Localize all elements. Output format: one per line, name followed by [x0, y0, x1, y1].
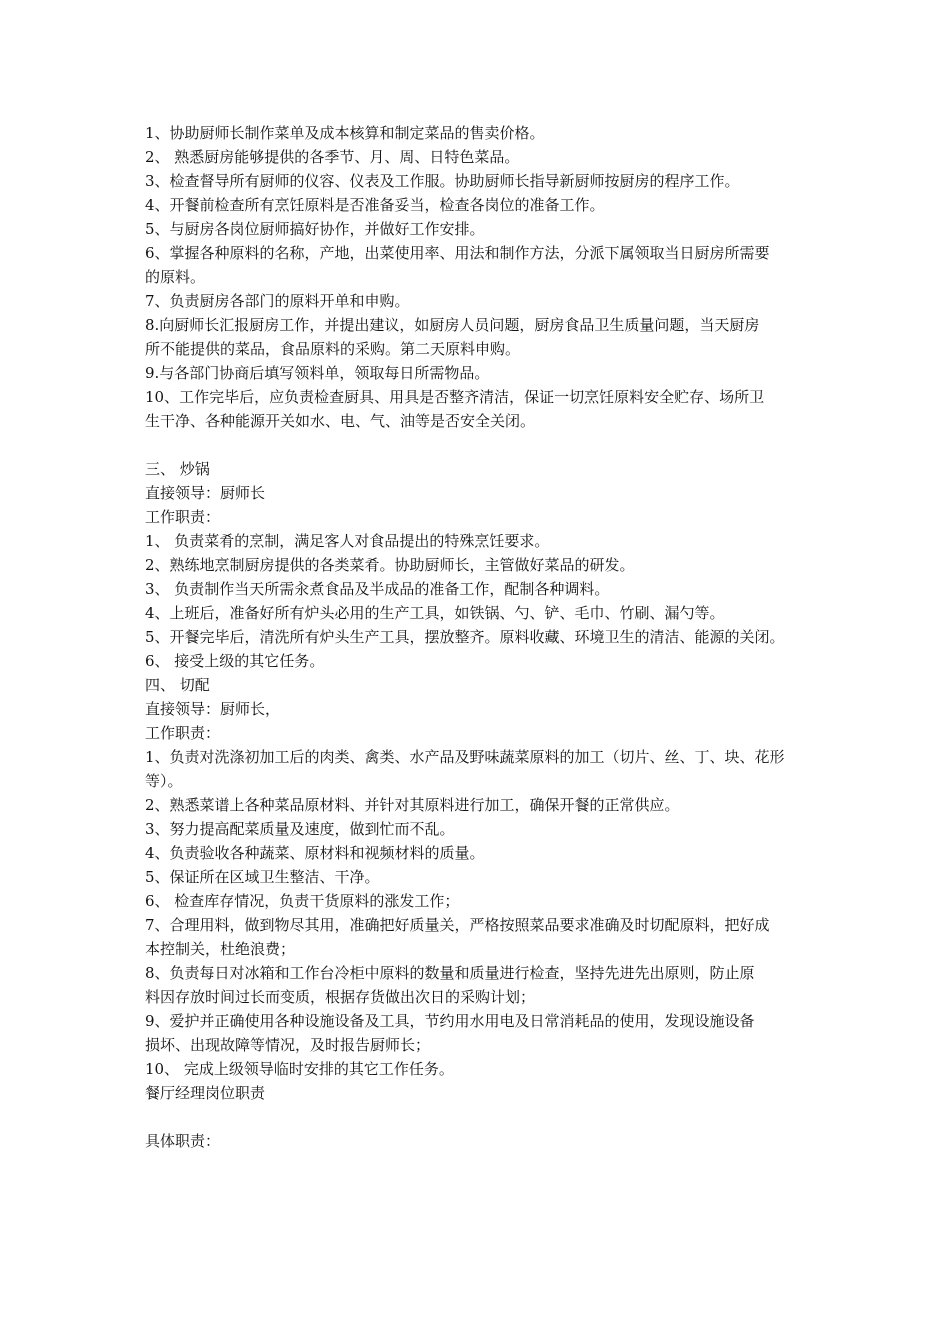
document-page	[145, 121, 815, 1153]
text-line: 工作职责：	[145, 508, 221, 526]
text-line: 的原料。	[145, 268, 206, 286]
text-line: 2、熟练地烹制厨房提供的各类菜肴。协助厨师长，主管做好菜品的研发。	[145, 556, 635, 574]
text-line: 3、 负责制作当天所需汆煮食品及半成品的准备工作，配制各种调料。	[145, 580, 610, 598]
section-heading: 餐厅经理岗位职责	[145, 1084, 266, 1102]
text-line: 10、 完成上级领导临时安排的其它工作任务。	[145, 1060, 454, 1078]
text-line: 1、负责对洗涤初加工后的肉类、禽类、水产品及野味蔬菜原料的加工（切片、丝、丁、块、花形	[145, 748, 785, 766]
text-line: 4、上班后，准备好所有炉头必用的生产工具，如铁锅、勺、铲、毛巾、竹刷、漏勺等。	[145, 604, 725, 622]
text-line: 5、与厨房各岗位厨师搞好协作，并做好工作安排。	[145, 220, 485, 238]
text-line: 9、爱护并正确使用各种设施设备及工具，节约用水用电及日常消耗品的使用，发现设施设备	[145, 1012, 755, 1030]
text-line: 5、开餐完毕后，清洗所有炉头生产工具，摆放整齐。原料收藏、环境卫生的清洁、能源的关闭。	[145, 628, 785, 646]
text-line: 8、负责每日对冰箱和工作台冷柜中原料的数量和质量进行检查，坚持先进先出原则，防止原	[145, 964, 755, 982]
text-line: 料因存放时间过长而变质，根据存货做出次日的采购计划；	[145, 988, 536, 1006]
text-line: 工作职责：	[145, 724, 221, 742]
text-line: 4、开餐前检查所有烹饪原料是否准备妥当，检查各岗位的准备工作。	[145, 196, 605, 214]
text-line: 6、 检查库存情况，负责干货原料的涨发工作；	[145, 892, 460, 910]
text-line: 7、负责厨房各部门的原料开单和申购。	[145, 292, 410, 310]
text-line: 生干净、各种能源开关如水、电、气、油等是否安全关闭。	[145, 412, 536, 430]
text-line: 6、掌握各种原料的名称，产地，出菜使用率、用法和制作方法，分派下属领取当日厨房所需要	[145, 244, 770, 262]
text-line: 8.向厨师长汇报厨房工作，并提出建议，如厨房人员问题，厨房食品卫生质量问题，当天厨房	[145, 316, 760, 334]
text-line: 损坏、出现故障等情况，及时报告厨师长；	[145, 1036, 431, 1054]
text-line: 所不能提供的菜品，食品原料的采购。第二天原料申购。	[145, 340, 521, 358]
text-line: 本控制关，杜绝浪费；	[145, 940, 296, 958]
section-heading: 三、 炒锅	[145, 460, 210, 478]
text-line: 1、 负责菜肴的烹制，满足客人对食品提出的特殊烹饪要求。	[145, 532, 550, 550]
text-line: 3、检查督导所有厨师的仪容、仪表及工作服。协助厨师长指导新厨师按厨房的程序工作。	[145, 172, 740, 190]
text-line: 1、协助厨师长制作菜单及成本核算和制定菜品的售卖价格。	[145, 124, 545, 142]
text-line: 10、工作完毕后，应负责检查厨具、用具是否整齐清洁，保证一切烹饪原料安全贮存、场所卫	[145, 388, 765, 406]
text-line: 3、努力提高配菜质量及速度，做到忙而不乱。	[145, 820, 455, 838]
section-heading: 四、 切配	[145, 676, 210, 694]
text-line: 等）。	[145, 772, 183, 790]
text-line: 直接领导：厨师长，	[145, 700, 281, 718]
blank-line	[145, 433, 815, 457]
text-line: 5、保证所在区域卫生整洁、干净。	[145, 868, 380, 886]
text-line: 2、 熟悉厨房能够提供的各季节、月、周、日特色菜品。	[145, 148, 520, 166]
text-line: 9.与各部门协商后填写领料单，领取每日所需物品。	[145, 364, 490, 382]
text-line: 7、合理用料，做到物尽其用，准确把好质量关，严格按照菜品要求准确及时切配原料，把好成	[145, 916, 770, 934]
text-line: 直接领导：厨师长	[145, 484, 266, 502]
text-line: 4、负责验收各种蔬菜、原材料和视频材料的质量。	[145, 844, 485, 862]
text-line: 6、 接受上级的其它任务。	[145, 652, 325, 670]
text-line: 2、熟悉菜谱上各种菜品原材料、并针对其原料进行加工，确保开餐的正常供应。	[145, 796, 680, 814]
blank-line	[145, 1105, 815, 1129]
text-line: 具体职责：	[145, 1132, 221, 1150]
